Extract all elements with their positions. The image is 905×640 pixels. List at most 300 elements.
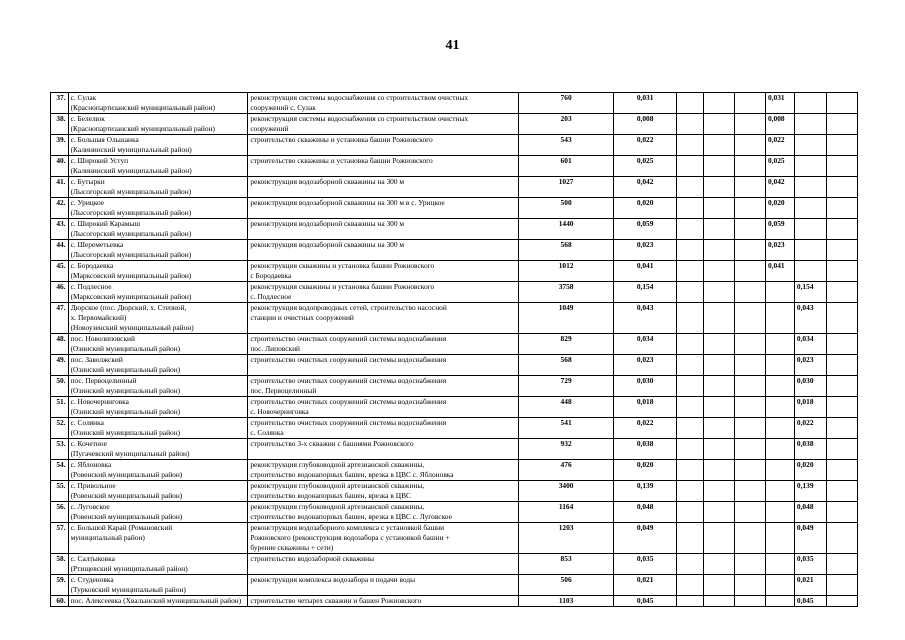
settlement-line: (Ровенский муниципальный район) (70, 470, 183, 479)
settlement-cell (68, 135, 248, 156)
year-cost-cell-1 (677, 240, 704, 261)
year-cost-cell-2 (704, 334, 735, 355)
population-cell: 932 (519, 439, 614, 460)
year-cost-cell-5: 0,049 (794, 523, 826, 554)
year-cost-cell-3 (734, 303, 765, 334)
year-cost-cell-4 (765, 554, 794, 575)
year-cost-cell-3 (734, 376, 765, 397)
work-description-cell (248, 439, 519, 460)
year-cost-cell-3 (734, 355, 765, 376)
work-line (250, 323, 516, 333)
settlement-line: (Лысогорский муниципальный район) (70, 250, 192, 259)
work-line: строительство водозаборной скважины (250, 554, 375, 563)
year-cost-cell-4: 0,008 (765, 114, 794, 135)
row-number: 54. (51, 460, 69, 481)
row-number: 39. (51, 135, 69, 156)
table-row (51, 177, 858, 198)
year-cost-cell-5: 0,035 (794, 554, 826, 575)
year-cost-cell-3 (734, 114, 765, 135)
settlement-line: (Пугачевский муниципальный район) (70, 449, 190, 458)
year-cost-cell-2 (704, 554, 735, 575)
work-description-cell (248, 502, 519, 523)
row-number: 44. (51, 240, 69, 261)
total-cost-cell: 0,020 (614, 460, 677, 481)
year-cost-cell-1 (677, 261, 704, 282)
table-row (51, 261, 858, 282)
settlement-line: (Турковский муниципальный район) (70, 585, 186, 594)
settlement-line: муниципальный район) (70, 533, 145, 542)
extra-cell (826, 282, 857, 303)
population-cell: 1049 (519, 303, 614, 334)
population-cell: 506 (519, 575, 614, 596)
population-cell: 568 (519, 240, 614, 261)
work-line: реконструкция водозаборной скважины на 300 м (250, 177, 405, 186)
year-cost-cell-2 (704, 156, 735, 177)
year-cost-cell-4 (765, 397, 794, 418)
settlement-cell (68, 114, 248, 135)
row-number: 56. (51, 502, 69, 523)
extra-cell (826, 219, 857, 240)
year-cost-cell-4 (765, 376, 794, 397)
year-cost-cell-1 (677, 198, 704, 219)
settlement-line: Дюрское (пос. Дюрский, х. Степной, (70, 303, 187, 312)
settlement-line: пос. Новолиповский (70, 334, 135, 343)
settlement-cell (68, 439, 248, 460)
settlement-cell (68, 376, 248, 397)
total-cost-cell: 0,021 (614, 575, 677, 596)
work-line: реконструкция водозаборной скважины на 300 м в с. Урицкое (250, 198, 445, 207)
table-row (51, 219, 858, 240)
settlement-line: с. Шереметьевка (70, 240, 124, 249)
population-cell: 3758 (519, 282, 614, 303)
table-row (51, 397, 858, 418)
extra-cell (826, 376, 857, 397)
work-line: строительство водонапорных башен, врезка в ЦВС (250, 491, 411, 500)
settlement-line: (Озинский муниципальный район) (70, 344, 181, 353)
year-cost-cell-3 (734, 177, 765, 198)
settlement-line: с. Салтыковка (70, 554, 115, 563)
settlement-cell (68, 575, 248, 596)
work-description-cell (248, 240, 519, 261)
work-line (250, 585, 516, 595)
settlement-line: (Калининский муниципальный район) (70, 166, 192, 175)
total-cost-cell: 0,042 (614, 177, 677, 198)
settlement-line: с. Студеновка (70, 575, 114, 584)
row-number: 40. (51, 156, 69, 177)
year-cost-cell-3 (734, 554, 765, 575)
table-row (51, 554, 858, 575)
extra-cell (826, 397, 857, 418)
year-cost-cell-2 (704, 261, 735, 282)
year-cost-cell-2 (704, 460, 735, 481)
work-description-cell (248, 198, 519, 219)
year-cost-cell-3 (734, 418, 765, 439)
work-line: строительство водонапорных башен, врезка в ЦВС с. Луговское (250, 512, 452, 521)
settlement-line: пос. Первоцелинный (70, 376, 137, 385)
row-number: 38. (51, 114, 69, 135)
total-cost-cell: 0,045 (614, 596, 677, 607)
extra-cell (826, 575, 857, 596)
total-cost-cell: 0,048 (614, 502, 677, 523)
year-cost-cell-5: 0,034 (794, 334, 826, 355)
work-line: сооружений с. Сулак (250, 103, 316, 112)
extra-cell (826, 135, 857, 156)
settlement-line: (Калининский муниципальный район) (70, 145, 192, 154)
population-cell: 760 (519, 93, 614, 114)
work-line: строительство скважины и установка башни Рожновского (250, 135, 433, 144)
population-cell: 203 (519, 114, 614, 135)
extra-cell (826, 261, 857, 282)
year-cost-cell-4: 0,041 (765, 261, 794, 282)
work-description-cell (248, 418, 519, 439)
table-row (51, 334, 858, 355)
row-number: 49. (51, 355, 69, 376)
population-cell: 476 (519, 460, 614, 481)
year-cost-cell-5: 0,045 (794, 596, 826, 607)
work-line: с. Новочерниговка (250, 407, 309, 416)
total-cost-cell: 0,030 (614, 376, 677, 397)
year-cost-cell-5: 0,023 (794, 355, 826, 376)
year-cost-cell-1 (677, 219, 704, 240)
settlement-line: (Марксовский муниципальный район) (70, 271, 192, 280)
extra-cell (826, 554, 857, 575)
settlement-line: с. Подлесное (70, 282, 112, 291)
work-line: с Бородаевка (250, 271, 292, 280)
year-cost-cell-3 (734, 596, 765, 607)
year-cost-cell-5 (794, 156, 826, 177)
extra-cell (826, 481, 857, 502)
year-cost-cell-2 (704, 240, 735, 261)
year-cost-cell-3 (734, 481, 765, 502)
year-cost-cell-3 (734, 93, 765, 114)
table-row (51, 418, 858, 439)
year-cost-cell-4 (765, 282, 794, 303)
year-cost-cell-5: 0,021 (794, 575, 826, 596)
work-line (250, 145, 516, 155)
total-cost-cell: 0,022 (614, 135, 677, 156)
settlement-cell (68, 282, 248, 303)
population-cell: 1103 (519, 596, 614, 607)
year-cost-cell-4 (765, 355, 794, 376)
year-cost-cell-1 (677, 523, 704, 554)
total-cost-cell: 0,020 (614, 198, 677, 219)
work-line (250, 564, 516, 574)
settlement-cell (68, 460, 248, 481)
year-cost-cell-5 (794, 177, 826, 198)
table-row (51, 135, 858, 156)
year-cost-cell-2 (704, 575, 735, 596)
work-description-cell (248, 596, 519, 607)
settlement-cell (68, 523, 248, 554)
work-line: строительство водонапорных башен, врезка в ЦВС с. Яблоновка (250, 470, 454, 479)
settlement-cell (68, 397, 248, 418)
year-cost-cell-2 (704, 397, 735, 418)
work-line: строительство четырех скважин и башен Рожновского (250, 596, 422, 605)
table-row (51, 303, 858, 334)
work-line (250, 365, 516, 375)
population-cell: 1203 (519, 523, 614, 554)
year-cost-cell-2 (704, 418, 735, 439)
year-cost-cell-1 (677, 439, 704, 460)
extra-cell (826, 334, 857, 355)
year-cost-cell-2 (704, 523, 735, 554)
extra-cell (826, 156, 857, 177)
year-cost-cell-4: 0,031 (765, 93, 794, 114)
year-cost-cell-4 (765, 460, 794, 481)
settlement-line: с. Привольное (70, 481, 116, 490)
work-line (250, 229, 516, 239)
settlement-cell (68, 240, 248, 261)
year-cost-cell-3 (734, 334, 765, 355)
settlement-line: с. Солянка (70, 418, 104, 427)
row-number: 41. (51, 177, 69, 198)
settlement-line: с. Урицкое (70, 198, 105, 207)
year-cost-cell-5 (794, 240, 826, 261)
settlement-line: пос. Алексеевка (Хвалынский муниципальный район) (70, 596, 242, 605)
work-line: реконструкция глубоководной артезианской скважины, (250, 502, 425, 511)
settlement-cell (68, 334, 248, 355)
year-cost-cell-1 (677, 177, 704, 198)
settlement-line: с. Кочетное (70, 439, 107, 448)
extra-cell (826, 523, 857, 554)
work-description-cell (248, 523, 519, 554)
year-cost-cell-2 (704, 93, 735, 114)
year-cost-cell-3 (734, 261, 765, 282)
settlement-line: с. Яблоновка (70, 460, 112, 469)
year-cost-cell-4: 0,042 (765, 177, 794, 198)
settlement-cell (68, 355, 248, 376)
year-cost-cell-5 (794, 261, 826, 282)
year-cost-cell-3 (734, 135, 765, 156)
work-line: с. Подлесное (250, 292, 292, 301)
work-line: реконструкция скважины и установка башни Рожновского (250, 261, 435, 270)
work-line (250, 449, 516, 459)
total-cost-cell: 0,035 (614, 554, 677, 575)
extra-cell (826, 596, 857, 607)
year-cost-cell-3 (734, 156, 765, 177)
population-cell: 1012 (519, 261, 614, 282)
work-description-cell (248, 334, 519, 355)
year-cost-cell-5: 0,022 (794, 418, 826, 439)
year-cost-cell-2 (704, 502, 735, 523)
settlements-table (50, 92, 858, 607)
settlement-line: с. Большая Ольшанка (70, 135, 139, 144)
year-cost-cell-4 (765, 523, 794, 554)
settlement-cell (68, 219, 248, 240)
work-line: Рожновского (реконструкция водозабора с установкой башни + (250, 533, 450, 542)
settlement-line: (Ровенский муниципальный район) (70, 491, 183, 500)
year-cost-cell-5 (794, 135, 826, 156)
year-cost-cell-1 (677, 355, 704, 376)
year-cost-cell-3 (734, 198, 765, 219)
year-cost-cell-2 (704, 439, 735, 460)
row-number: 43. (51, 219, 69, 240)
year-cost-cell-5: 0,043 (794, 303, 826, 334)
work-description-cell (248, 303, 519, 334)
table-row (51, 523, 858, 554)
settlement-line: с. Бородаевка (70, 261, 114, 270)
settlement-line: (Озинский муниципальный район) (70, 407, 181, 416)
table-row (51, 596, 858, 607)
table-row (51, 376, 858, 397)
work-description-cell (248, 261, 519, 282)
settlement-line: (Лысогорский муниципальный район) (70, 187, 192, 196)
population-cell: 829 (519, 334, 614, 355)
settlement-line: (Марксовский муниципальный район) (70, 292, 192, 301)
year-cost-cell-3 (734, 397, 765, 418)
year-cost-cell-2 (704, 198, 735, 219)
total-cost-cell: 0,041 (614, 261, 677, 282)
work-description-cell (248, 397, 519, 418)
settlement-line (71, 543, 246, 553)
year-cost-cell-5 (794, 219, 826, 240)
total-cost-cell: 0,139 (614, 481, 677, 502)
year-cost-cell-4: 0,020 (765, 198, 794, 219)
settlement-line: (Краснопартизанский муниципальный район) (70, 103, 215, 112)
year-cost-cell-3 (734, 575, 765, 596)
population-cell: 853 (519, 554, 614, 575)
settlement-line: с. Новочерниговка (70, 397, 129, 406)
extra-cell (826, 439, 857, 460)
year-cost-cell-4 (765, 303, 794, 334)
table-row (51, 93, 858, 114)
settlement-line: (Озинский муниципальный район) (70, 365, 181, 374)
table-row (51, 439, 858, 460)
year-cost-cell-3 (734, 240, 765, 261)
total-cost-cell: 0,025 (614, 156, 677, 177)
year-cost-cell-1 (677, 502, 704, 523)
total-cost-cell: 0,154 (614, 282, 677, 303)
year-cost-cell-4: 0,025 (765, 156, 794, 177)
work-line: строительство очистных сооружений системы водоснабжения (250, 334, 447, 343)
year-cost-cell-1 (677, 460, 704, 481)
work-line: сооружений (250, 124, 289, 133)
total-cost-cell: 0,049 (614, 523, 677, 554)
work-description-cell (248, 355, 519, 376)
year-cost-cell-1 (677, 481, 704, 502)
population-cell: 601 (519, 156, 614, 177)
page-number: 41 (445, 38, 460, 53)
population-cell: 1164 (519, 502, 614, 523)
work-description-cell (248, 575, 519, 596)
row-number: 51. (51, 397, 69, 418)
work-line: реконструкция комплекса водозабора и подачи воды (250, 575, 416, 584)
total-cost-cell: 0,022 (614, 418, 677, 439)
year-cost-cell-1 (677, 575, 704, 596)
row-number: 53. (51, 439, 69, 460)
row-number: 58. (51, 554, 69, 575)
year-cost-cell-1 (677, 303, 704, 334)
table-row (51, 575, 858, 596)
work-description-cell (248, 93, 519, 114)
total-cost-cell: 0,034 (614, 334, 677, 355)
year-cost-cell-1 (677, 376, 704, 397)
year-cost-cell-3 (734, 523, 765, 554)
settlement-cell (68, 303, 248, 334)
year-cost-cell-4: 0,023 (765, 240, 794, 261)
year-cost-cell-3 (734, 460, 765, 481)
year-cost-cell-2 (704, 481, 735, 502)
settlement-line: пос. Заволжский (70, 355, 123, 364)
settlement-cell (68, 481, 248, 502)
extra-cell (826, 460, 857, 481)
row-number: 47. (51, 303, 69, 334)
settlement-cell (68, 198, 248, 219)
settlement-line: (Озинский муниципальный район) (70, 428, 181, 437)
year-cost-cell-5: 0,020 (794, 460, 826, 481)
extra-cell (826, 240, 857, 261)
work-line: реконструкция глубоководной артезианской скважины, (250, 481, 425, 490)
year-cost-cell-1 (677, 156, 704, 177)
settlement-line: (Лысогорский муниципальный район) (70, 208, 192, 217)
population-cell: 543 (519, 135, 614, 156)
work-description-cell (248, 114, 519, 135)
row-number: 55. (51, 481, 69, 502)
total-cost-cell: 0,031 (614, 93, 677, 114)
year-cost-cell-3 (734, 502, 765, 523)
settlement-cell (68, 261, 248, 282)
total-cost-cell: 0,038 (614, 439, 677, 460)
year-cost-cell-2 (704, 282, 735, 303)
year-cost-cell-1 (677, 282, 704, 303)
settlement-line: с. Широкий Уступ (70, 156, 129, 165)
row-number: 60. (51, 596, 69, 607)
total-cost-cell: 0,043 (614, 303, 677, 334)
work-line: бурение скважины + сети) (250, 543, 334, 552)
settlement-cell (68, 596, 248, 607)
year-cost-cell-4 (765, 596, 794, 607)
population-cell: 3400 (519, 481, 614, 502)
population-cell: 1027 (519, 177, 614, 198)
work-line: пос. Липовский (250, 344, 300, 353)
settlement-line: с. Большой Карай (Романовский (70, 523, 173, 532)
work-line: строительство очистных сооружений системы водоснабжения (250, 376, 447, 385)
work-line: реконструкция водозаборного комплекса с установкой башни (250, 523, 445, 532)
year-cost-cell-5: 0,048 (794, 502, 826, 523)
work-line: строительство скважины и установка башни Рожновского (250, 156, 433, 165)
work-line: с. Солянка (250, 428, 284, 437)
year-cost-cell-5: 0,139 (794, 481, 826, 502)
year-cost-cell-2 (704, 355, 735, 376)
settlement-cell (68, 156, 248, 177)
year-cost-cell-1 (677, 554, 704, 575)
table-row (51, 198, 858, 219)
work-line: реконструкция водозаборной скважины на 300 м (250, 219, 405, 228)
work-line: станции и очистных сооружений (250, 313, 354, 322)
settlement-line: х. Первомайский) (70, 313, 127, 322)
work-line: реконструкция скважины и установка башни Рожновского (250, 282, 435, 291)
total-cost-cell: 0,023 (614, 355, 677, 376)
row-number: 45. (51, 261, 69, 282)
extra-cell (826, 198, 857, 219)
settlement-line: с. Луговское (70, 502, 110, 511)
year-cost-cell-2 (704, 596, 735, 607)
year-cost-cell-5 (794, 93, 826, 114)
population-cell: 1440 (519, 219, 614, 240)
year-cost-cell-4 (765, 575, 794, 596)
extra-cell (826, 355, 857, 376)
work-line: строительство очистных сооружений системы водоснабжения (250, 355, 447, 364)
year-cost-cell-5: 0,030 (794, 376, 826, 397)
year-cost-cell-5: 0,018 (794, 397, 826, 418)
year-cost-cell-4: 0,022 (765, 135, 794, 156)
table-row (51, 502, 858, 523)
work-description-cell (248, 554, 519, 575)
year-cost-cell-5: 0,038 (794, 439, 826, 460)
settlement-cell (68, 93, 248, 114)
settlement-line: с. Широкий Карамыш (70, 219, 141, 228)
year-cost-cell-2 (704, 303, 735, 334)
